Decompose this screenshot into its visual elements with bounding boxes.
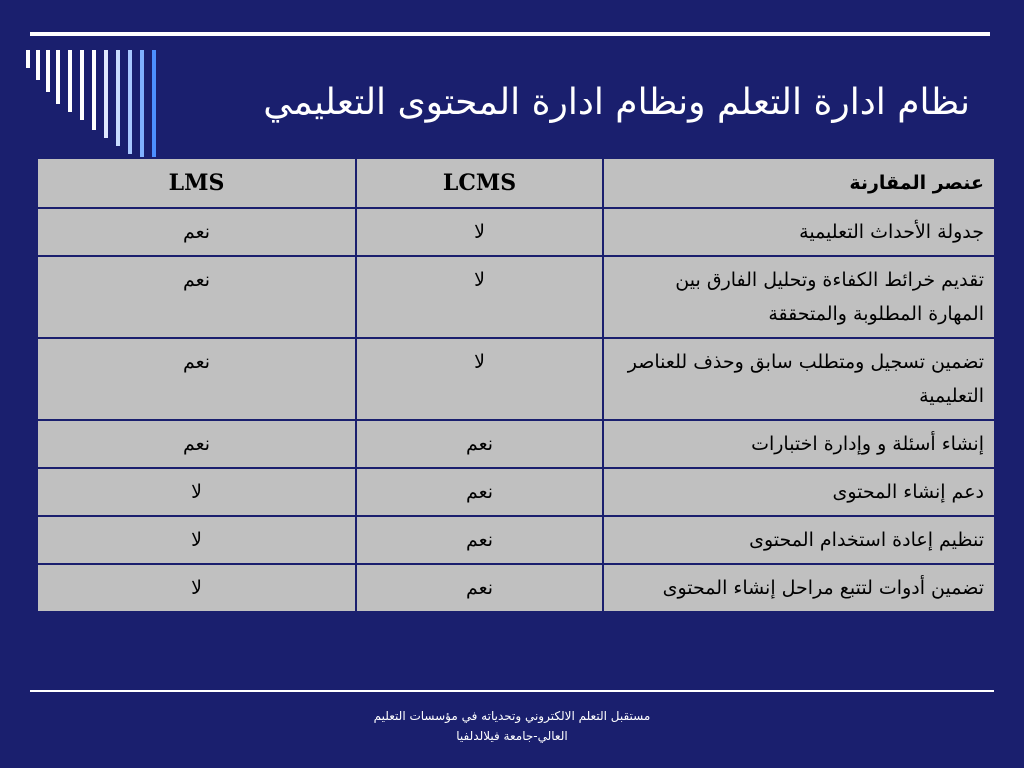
lms-cell: نعم <box>37 208 356 256</box>
top-divider <box>30 32 990 36</box>
criterion-cell: إنشاء أسئلة و وإدارة اختبارات <box>603 420 995 468</box>
criterion-cell: تضمين تسجيل ومتطلب سابق وحذف للعناصر التعليمية <box>603 338 995 420</box>
bottom-divider <box>30 690 994 692</box>
table-row <box>37 564 995 612</box>
table-row <box>37 338 995 420</box>
footer-line-2: العالي-جامعة فيلالدلفيا <box>456 729 568 743</box>
lcms-cell: نعم <box>356 420 603 468</box>
lcms-cell: نعم <box>356 516 603 564</box>
criterion-cell: تضمين أدوات لتتبع مراحل إنشاء المحتوى <box>603 564 995 612</box>
table-row <box>37 208 995 256</box>
comparison-table <box>36 157 996 613</box>
lms-cell: لا <box>37 516 356 564</box>
lcms-cell: نعم <box>356 468 603 516</box>
lms-cell: نعم <box>37 420 356 468</box>
header-lcms: LCMS <box>356 158 603 208</box>
table-header-row <box>37 158 995 208</box>
footer-line-1: مستقبل التعلم الالكتروني وتحدياته في مؤسسات التعليم <box>373 709 651 723</box>
slide-footer <box>300 706 724 746</box>
header-criterion: عنصر المقارنة <box>603 158 995 208</box>
lcms-cell: لا <box>356 208 603 256</box>
lcms-cell: لا <box>356 256 603 338</box>
criterion-cell: جدولة الأحداث التعليمية <box>603 208 995 256</box>
table-row <box>37 516 995 564</box>
lms-cell: لا <box>37 564 356 612</box>
decorative-stripes <box>26 50 166 160</box>
criterion-cell: دعم إنشاء المحتوى <box>603 468 995 516</box>
slide-title: نظام ادارة التعلم ونظام ادارة المحتوى التعليمي <box>263 82 970 123</box>
table-row <box>37 468 995 516</box>
criterion-cell: تقديم خرائط الكفاءة وتحليل الفارق بين المهارة المطلوبة والمتحققة <box>603 256 995 338</box>
lms-cell: نعم <box>37 338 356 420</box>
lms-cell: لا <box>37 468 356 516</box>
table-row <box>37 256 995 338</box>
header-lms: LMS <box>37 158 356 208</box>
lcms-cell: نعم <box>356 564 603 612</box>
lcms-cell: لا <box>356 338 603 420</box>
lms-cell: نعم <box>37 256 356 338</box>
table-row <box>37 420 995 468</box>
criterion-cell: تنظيم إعادة استخدام المحتوى <box>603 516 995 564</box>
